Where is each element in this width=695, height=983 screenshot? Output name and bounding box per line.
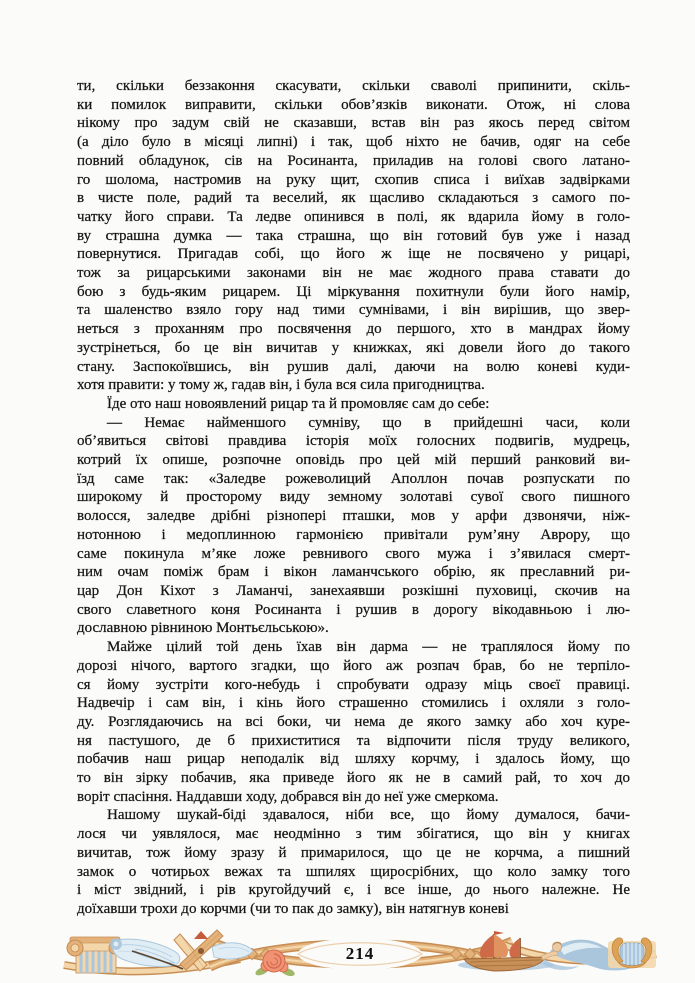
text-line: нікому про задум свій не сказавши, встав він раз якось перед світом [77, 115, 630, 132]
text-line: широкому й просторому виду земному золотаві сувої свого пишного [77, 489, 630, 506]
text-line: ду. Розглядаючись на всі боки, чи нема де якого замку або хоч куре- [77, 713, 630, 730]
text-line: Майже цілий той день їхав він дарма — не траплялося йому по [107, 639, 630, 656]
text-line: тож за рицарськими законами він не має жодного права ставати до [77, 265, 630, 282]
text-line: бою з будь-яким рицарем. Ці міркування похитнули були його намір, [77, 283, 630, 300]
text-line: дорозі нічого, вартого згадки, що його аж розпач брав, бо не терпіло- [77, 657, 630, 674]
text-line: їзд саме так: «Заледве рожеволиций Аполлон почав розпускати по [77, 470, 630, 487]
text-line: Їде ото наш новоявлений рицар та й промовляє сам до себе: [107, 395, 490, 412]
text-line: саме покинула м’яке ложе ревнивого свого мужа і з’явилася смерт- [77, 545, 630, 562]
text-line: ся йому зустріти кого-небудь і спробувати одразу міць своєї правиці. [77, 676, 630, 693]
text-line: волосся, заледве дрібні різнопері пташки, мов у арфи дзвонячи, ніж- [77, 508, 630, 525]
text-line: ня пастушого, де б прихиститися та відпочити після труду великого, [77, 732, 630, 749]
text-line: чатку його справи. Та ледве опинився в полі, як вдарила йому в голо- [77, 208, 630, 225]
footer-ornament [62, 929, 658, 979]
text-line: побачив наш рицар неподалік від шляху корчму, і здалось йому, що [77, 751, 630, 768]
text-line: повний обладунок, сів на Росинанта, приладив на голові свого латано- [77, 152, 630, 169]
text-line: об’явиться світові правдива історія моїх голосних подвигів, мудрець, [77, 433, 630, 450]
text-line: нотонною і медоплинною гармонією привітали рум’яну Аврору, що [77, 526, 630, 543]
text-line: хотя правити: у тому ж, гадав він, і була вся сила пригодництва. [77, 377, 485, 394]
text-line: доїхавши трохи до корчми (чи то пак до замку), він натягнув коневі [77, 900, 509, 917]
text-line: свого славетного коня Росинанта і рушив в дорогу вікодавньою і лю- [77, 601, 630, 618]
text-line: замок о чотирьох вежах та шпилях щиросрібних, що коло замку того [77, 863, 630, 880]
text-line: ки помилок виправити, скільки обов’язків виконати. Отож, ні слова [77, 96, 630, 113]
text-line: ним очам поміж брам і вікон ламанчського обрію, як преславний ри- [77, 564, 630, 581]
text-line: то він зірку побачив, яка приведе його як не в самий рай, то хоч до [77, 770, 630, 787]
text-line: ву страшна думка — така страшна, що він готовий був уже і назад [77, 227, 630, 244]
text-line: Нашому шукай-біді здавалося, ніби все, що йому думалося, бачи- [107, 807, 630, 824]
text-line: воріт спасіння. Наддавши ходу, добрався він до неї уже смеркома. [77, 788, 499, 805]
text-line: ти, скільки беззаконня скасувати, скільки сваволі припинити, скіль- [77, 78, 630, 94]
text-line: (а діло було в місяці липні) і так, щоб ніхто не бачив, одяг на себе [77, 134, 630, 151]
text-line: і міст звідний, і рів кругойдучий є, і все інше, до нього належне. Не [77, 882, 630, 899]
page-text-block [77, 77, 630, 919]
text-line: котрий їх опише, розпочне оповідь про цей мій перший ранковий ви- [77, 452, 630, 469]
text-line: неться з проханням про посвячення до першого, хто в мандрах йому [77, 321, 630, 338]
text-line: та шаленство взяло гору над тими сумнівами, і він вирішив, що звер- [77, 302, 630, 319]
text-line: го шолома, настромив на руку щит, схопив списа і виїхав задвірками [77, 171, 630, 188]
text-line: в чисте поле, радий та веселий, як щасливо складаються з самого по- [77, 190, 630, 207]
text-line: вичитав, тож йому зразу й примарилося, що це не корчма, а пишний [77, 844, 630, 861]
page-number: 214 [345, 944, 375, 963]
text-line: цар Дон Кіхот з Ламанчі, занехаявши розкішні пуховиці, скочив на [77, 582, 630, 599]
text-line: повернутися. Пригадав собі, що його ж іще не посвячено у рицарі, [77, 246, 630, 263]
text-line: стану. Заспокоївшись, він рушив далі, даючи на волю коневі куди- [77, 358, 630, 375]
text-line: лося чи уявлялося, має неодмінно з тим збігатися, що він у книгах [77, 826, 630, 843]
text-line: Надвечір і сам він, і кінь його страшенно стомились і охляли з голо- [77, 695, 630, 712]
text-line: — Немає найменшого сумніву, що в прийдешні часи, коли [107, 414, 630, 431]
text-line: дославною рівниною Монтьєльською». [77, 620, 329, 637]
text-line: зустрінеться, бо це він вичитав у книжках, які довели його до такого [77, 339, 630, 356]
